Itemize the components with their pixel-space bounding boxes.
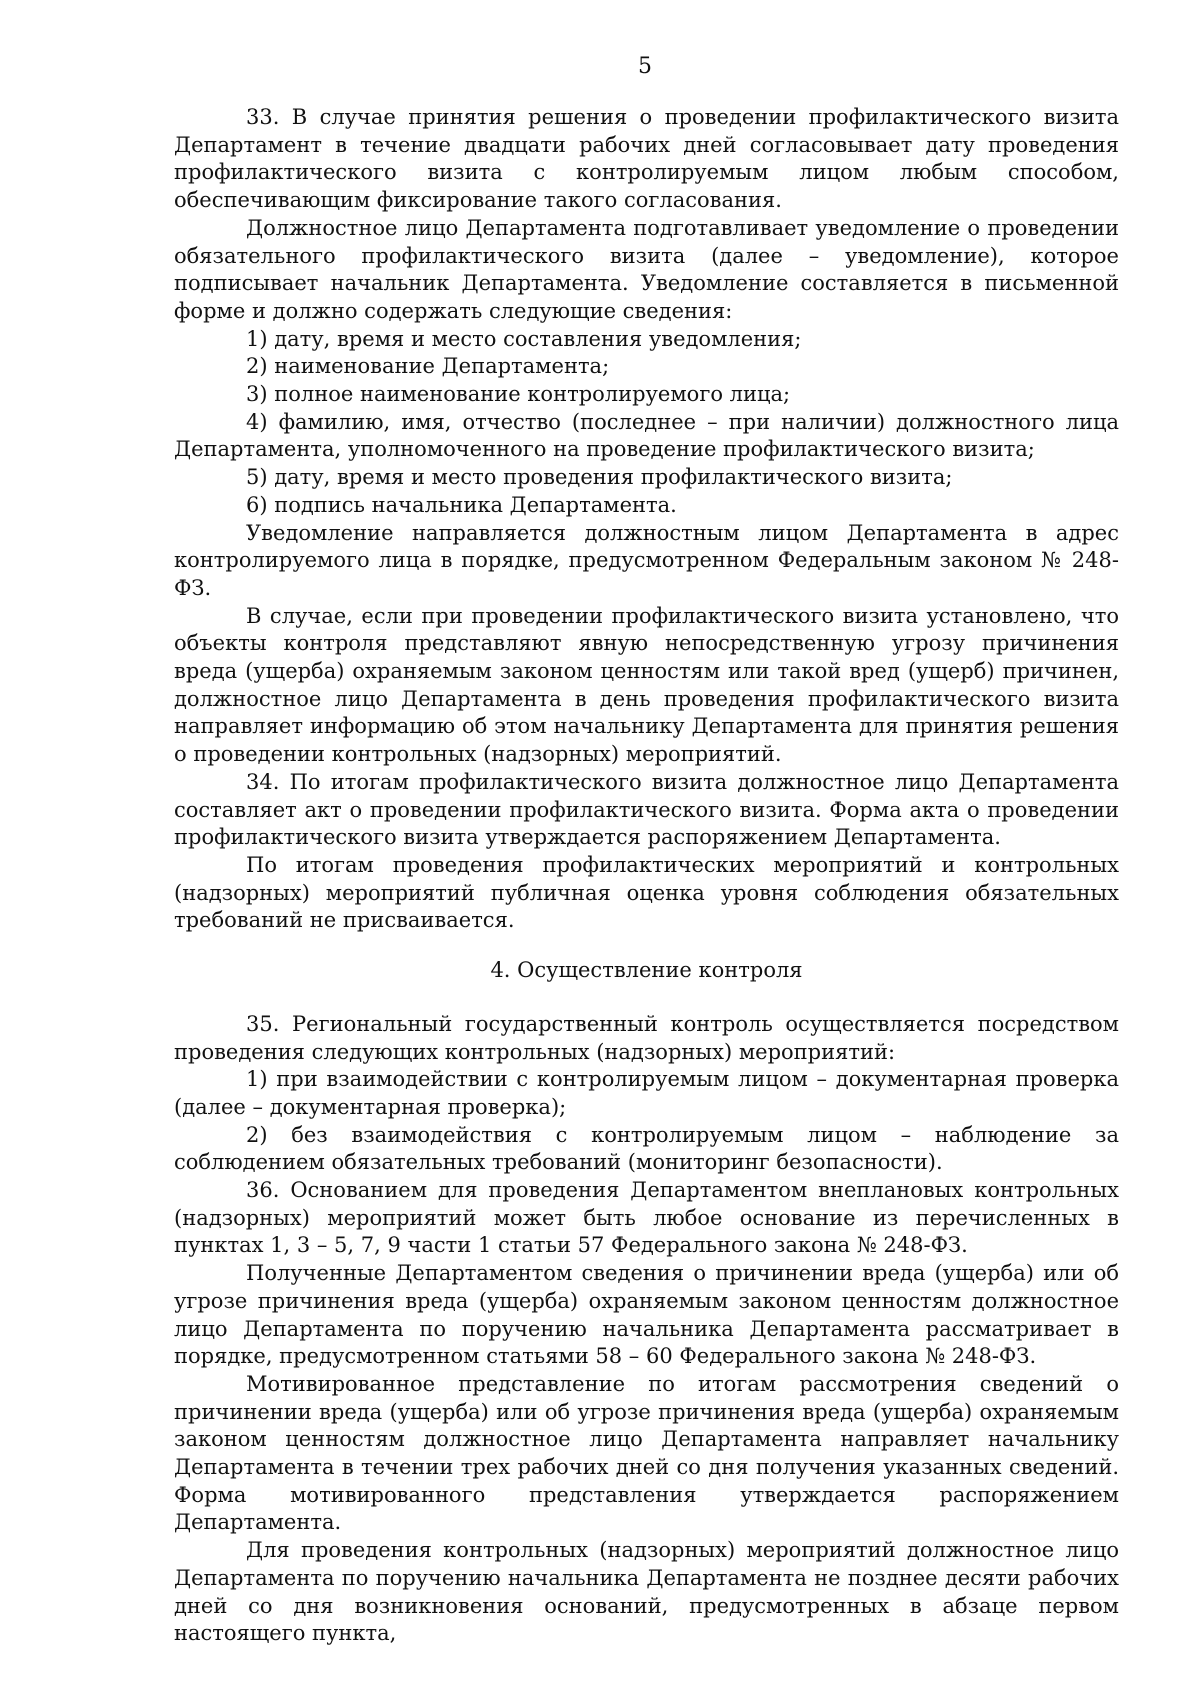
paragraph-33: 33. В случае принятия решения о проведении профилактического визита Департамент в течение двадцати рабочих дней согласовывает дату проведения профилактического визита с контролируемым лицом любым способом, обеспечивающим фиксирование такого согласования. [174, 105, 1119, 213]
paragraph-motivated-submission: Мотивированное представление по итогам рассмотрения сведений о причинении вреда (ущерба) или об угрозе причинения вреда (ущерба) охраняемым законом ценностям должностное лицо Департамента направляет начальнику Департамента в течении трех рабочих дней со дня получения указанных сведений. Форма мотивированного представления утверждается распоряжением Департамента. [174, 1371, 1119, 1535]
paragraph-34: 34. По итогам профилактического визита должностное лицо Департамента составляет акт о проведении профилактического визита. Форма акта о проведении профилактического визита утверждается распоряжением Департамента. [174, 769, 1119, 850]
paragraph-notice-prep: Должностное лицо Департамента подготавливает уведомление о проведении обязательного профилактического визита (далее – уведомление), которое подписывает начальник Департамента. Уведомление составляется в письменной форме и должно содержать следующие сведения: [174, 215, 1119, 323]
list-item-5: 5) дату, время и место проведения профилактического визита; [246, 465, 953, 490]
paragraph-notice-sent: Уведомление направляется должностным лицом Департамента в адрес контролируемого лица в порядке, предусмотренном Федеральным законом № 248-ФЗ. [174, 520, 1119, 600]
page-number: 5 [638, 54, 652, 79]
paragraph-36: 36. Основанием для проведения Департаментом внеплановых контрольных (надзорных) мероприятий может быть любое основание из перечисленных в пунктах 1, 3 – 5, 7, 9 части 1 статьи 57 Федерального закона № 248-ФЗ. [174, 1178, 1119, 1258]
list-item-4: 4) фамилию, имя, отчество (последнее – при наличии) должностного лица Департамента, уполномоченного на проведение профилактического визита; [174, 409, 1119, 462]
list-item-6: 6) подпись начальника Департамента. [246, 492, 677, 517]
list-item-1: 1) дату, время и место составления уведомления; [246, 326, 802, 351]
list-item-interaction: 1) при взаимодействии с контролируемым лицом – документарная проверка (далее – документарная проверка); [174, 1067, 1119, 1119]
paragraph-public-assessment: По итогам проведения профилактических мероприятий и контрольных (надзорных) мероприятий публичная оценка уровня соблюдения обязательных требований не присваивается. [174, 852, 1119, 933]
paragraph-35: 35. Региональный государственный контроль осуществляется посредством проведения следующих контрольных (надзорных) мероприятий: [174, 1011, 1119, 1064]
paragraph-threat-case: В случае, если при проведении профилактического визита установлено, что объекты контроля представляют явную непосредственную угрозу причинения вреда (ущерба) охраняемым законом ценностям или такой вред (ущерб) причинен, должностное лицо Департамента в день проведения профилактического визита направляет информацию об этом начальнику Департамента для принятия решения о проведении контрольных (надзорных) мероприятий. [174, 603, 1119, 767]
paragraph-received-info: Полученные Департаментом сведения о причинении вреда (ущерба) или об угрозе причинения вреда (ущерба) охраняемым законом ценностям должностное лицо Департамента по поручению начальника Департамента рассматривает в порядке, предусмотренном статьями 58 – 60 Федерального закона № 248-ФЗ. [174, 1261, 1119, 1369]
list-item-2: 2) наименование Департамента; [246, 354, 610, 379]
section-heading: 4. Осуществление контроля [490, 958, 803, 983]
list-item-no-interaction: 2) без взаимодействия с контролируемым лицом – наблюдение за соблюдением обязательных требований (мониторинг безопасности). [174, 1122, 1119, 1175]
list-item-3: 3) полное наименование контролируемого лица; [246, 382, 791, 407]
paragraph-conduct-measures: Для проведения контрольных (надзорных) мероприятий должностное лицо Департамента по поручению начальника Департамента не позднее десяти рабочих дней со дня возникновения оснований, предусмотренных в абзаце первом настоящего пункта, [174, 1538, 1119, 1646]
document-body [174, 104, 1119, 1648]
